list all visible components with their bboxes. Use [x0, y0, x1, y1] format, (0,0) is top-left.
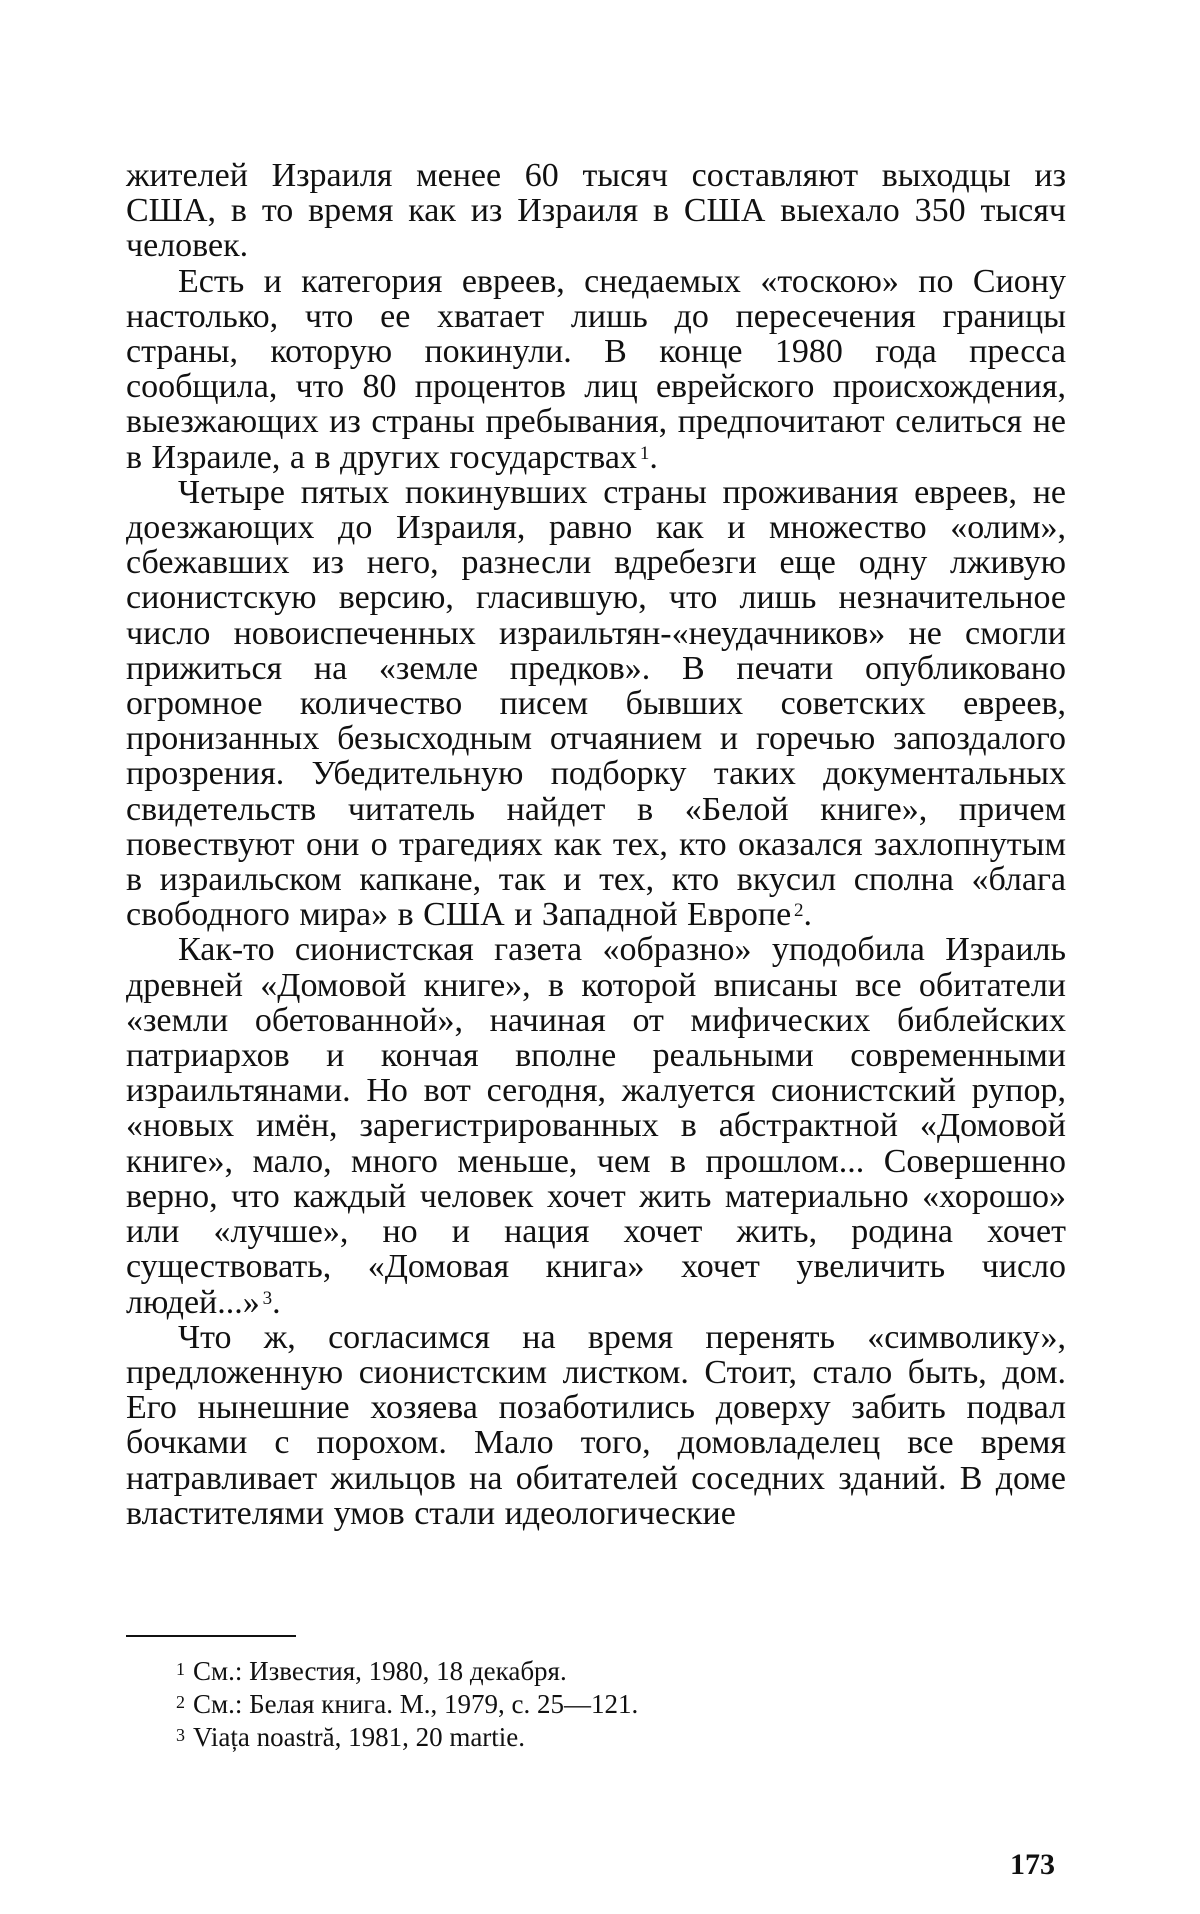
footnote-1-text: См.: Известия, 1980, 18 декабря.: [193, 1656, 567, 1686]
footnote-divider: [126, 1635, 296, 1637]
paragraph-5: [126, 1320, 1066, 1531]
paragraph-2: [126, 264, 1066, 475]
paragraph-5-text: Что ж, согласимся на время перенять «символику», предложенную сионистским листком. Стоит, стало быть, дом. Его нынешние хозяева позаботились доверху забить подвал бочками с порохом. Мало того, домовладелец все время натравливает жильцов на обитателей соседних зданий. В доме властителями умов стали идеологические: [126, 1318, 1066, 1532]
footnote-ref-1[interactable]: 1: [639, 442, 650, 464]
footnote-2-text: См.: Белая книга. М., 1979, с. 25—121.: [193, 1689, 639, 1719]
paragraph-1-text: жителей Израиля менее 60 тысяч составляют выходцы из США, в то время как из Израиля в США выехало 350 тысяч человек.: [126, 157, 1066, 265]
footnote-1-mark: 1: [176, 1659, 185, 1679]
paragraph-3-tail: .: [803, 896, 813, 934]
paragraph-1: [126, 158, 1066, 264]
footnotes: [176, 1655, 996, 1754]
paragraph-4-tail: .: [272, 1283, 281, 1321]
paragraph-2-tail: .: [649, 438, 658, 476]
footnote-3-text: Viața noastră, 1981, 20 martie.: [193, 1722, 526, 1752]
paragraph-3-text: Четыре пятых покинувших страны проживания евреев, не доезжающих до Израиля, равно как и множество «олим», сбежавших из него, разнесли вдребезги еще одну лживую сионистскую версию, гласившую, что лишь незначительное число новоиспеченных израильтян-«неудачников» не смогли прижиться на «земле предков». В печати опубликовано огромное количество писем бывших советских евреев, пронизанных безысходным отчаянием и горечью запоздалого прозрения. Убедительную подборку таких документальных свидетельств читатель найдет в «Белой книге», причем повествуют они о трагедиях как тех, кто оказался захлопнутым в израильском капкане, так и тех, кто вкусил сполна «блага свободного мира» в США и Западной Европе: [126, 473, 1066, 934]
paragraph-2-text: Есть и категория евреев, снедаемых «тоскою» по Сиону настолько, что ее хватает лишь до пересечения границы страны, которую покинули. В конце 1980 года пресса сообщила, что 80 процентов лиц еврейского происхождения, выезжающих из страны пребывания, предпочитают селиться не в Израиле, а в других государствах: [126, 262, 1066, 476]
page-number: 173: [1010, 1848, 1055, 1881]
footnote-3-mark: 3: [176, 1725, 185, 1745]
footnote-ref-2[interactable]: 2: [794, 900, 804, 922]
footnote-2-mark: 2: [176, 1692, 185, 1712]
paragraph-4-text: Как-то сионистская газета «образно» уподобила Израиль древней «Домовой книге», в которой вписаны все обитатели «земли обетованной», начиная от мифических библейских патриархов и кончая вполне реальными современными израильтянами. Но вот сегодня, жалуется сионистский рупор, «новых имён, зарегистрированных в абстрактной «Домовой книге», мало, много меньше, чем в прошлом... Совершенно верно, что каждый человек хочет жить материально «хорошо» или «лучше», но и нация хочет жить, родина хочет существовать, «Домовая книга» хочет увеличить число людей...»: [126, 931, 1066, 1321]
paragraph-4: [126, 932, 1066, 1319]
footnote-ref-3[interactable]: 3: [262, 1287, 273, 1309]
page-body: [126, 158, 1066, 1531]
paragraph-3: [126, 475, 1066, 933]
footnote-3: [176, 1721, 996, 1754]
footnote-2: [176, 1688, 996, 1721]
footnote-1: [176, 1655, 996, 1688]
